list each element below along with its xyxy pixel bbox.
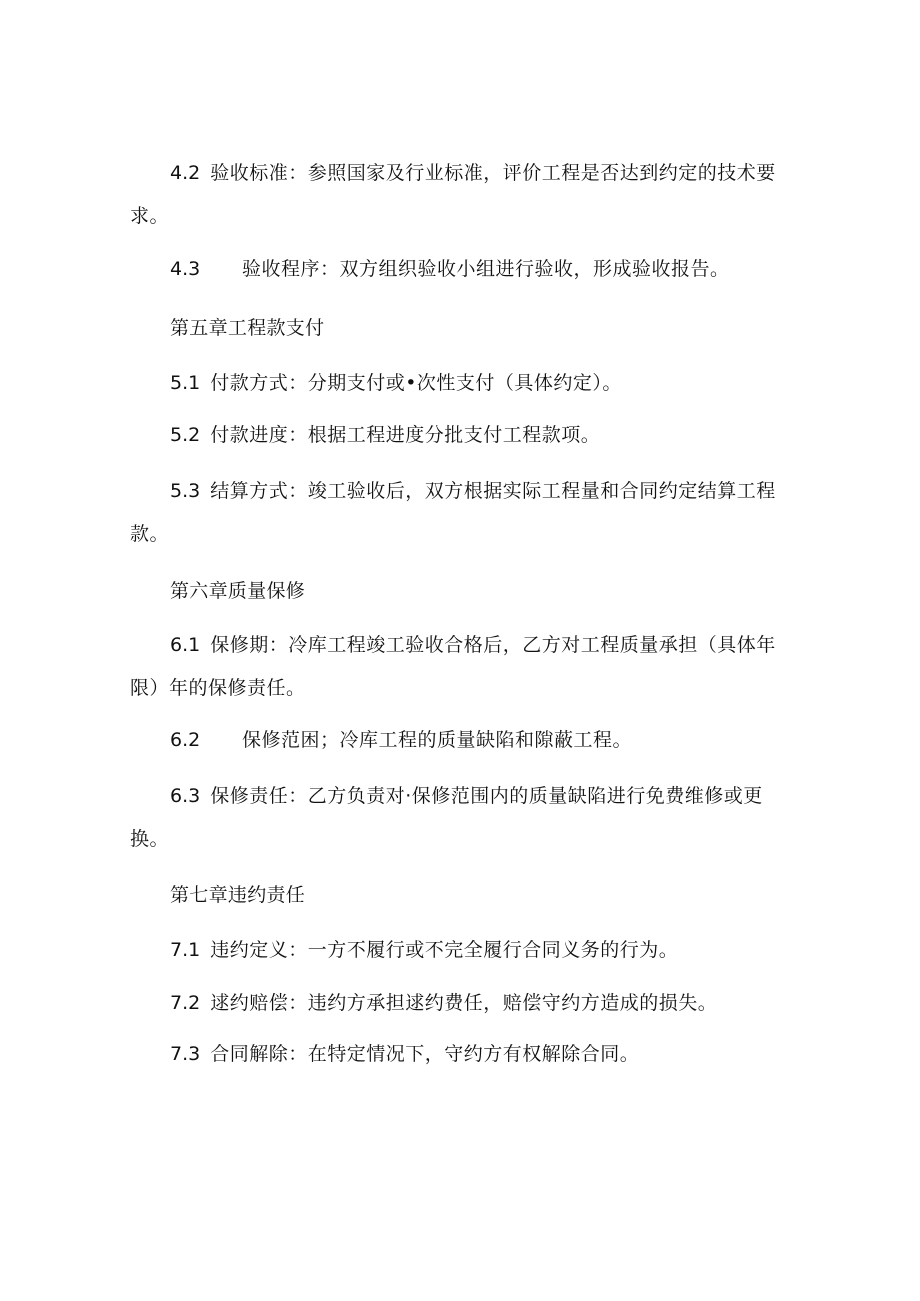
- chapter-5-heading: 第五章工程款支付: [170, 317, 325, 339]
- clause-number: 6.3: [170, 785, 201, 807]
- clause-7-3: [130, 1033, 790, 1076]
- clause-number: 6.1: [170, 634, 201, 656]
- clause-text: 付款进度：根据工程进度分批支付工程款项。: [210, 424, 601, 446]
- clause-text: 违约定义：一方不履行或不完全履行合同义务的行为。: [210, 939, 679, 961]
- clause-5-2: [130, 414, 790, 457]
- clause-number: 4.2: [170, 162, 201, 184]
- clause-text: 保修责任：乙方负责对·保修范围内的质量缺陷进行免费维修或更换。: [130, 785, 763, 850]
- clause-5-1: [130, 362, 790, 405]
- chapter-6-heading: 第六章质量保修: [170, 580, 306, 602]
- chapter-7-heading: 第七章违约责任: [170, 884, 306, 906]
- clause-text: 付款方式：分期支付或•次性支付（具体约定）。: [210, 372, 622, 394]
- clause-text: 逑约赔偿：违约方承担逑约费任，赔偿守约方造成的损失。: [210, 992, 718, 1014]
- clause-number: 5.1: [170, 372, 201, 394]
- clause-7-2: [130, 982, 790, 1025]
- clause-text: 保修期：冷库工程竣工验收合格后，乙方对工程质量承担（具体年限）年的保修责任。: [130, 634, 776, 699]
- clause-text: 保修范困；冷库工程的质量缺陷和隙蔽工程。: [242, 729, 633, 751]
- clause-number: 7.3: [170, 1043, 201, 1065]
- clause-number: 6.2: [170, 729, 201, 751]
- clause-6-1: [130, 624, 790, 710]
- clause-number: 5.3: [170, 480, 201, 502]
- clause-4-2: [130, 152, 790, 238]
- clause-6-3: [130, 775, 790, 861]
- clause-4-3: [130, 248, 790, 291]
- clause-5-3: [130, 470, 790, 556]
- clause-text: 结算方式：竣工验收后，双方根据实际工程量和合同约定结算工程款。: [130, 480, 776, 545]
- clause-6-2: [130, 719, 790, 762]
- clause-text: 合同解除：在特定情况下，守约方有权解除合同。: [210, 1043, 640, 1065]
- clause-text: 验收程序：双方组织验收小组进行验收，形成验收报告。: [242, 258, 730, 280]
- clause-text: 验收标准：参照国家及行业标准，评价工程是否达到约定的技术要求。: [130, 162, 776, 227]
- clause-number: 4.3: [170, 258, 201, 280]
- clause-number: 5.2: [170, 424, 201, 446]
- clause-number: 7.1: [170, 939, 201, 961]
- clause-number: 7.2: [170, 992, 201, 1014]
- clause-7-1: [130, 929, 790, 972]
